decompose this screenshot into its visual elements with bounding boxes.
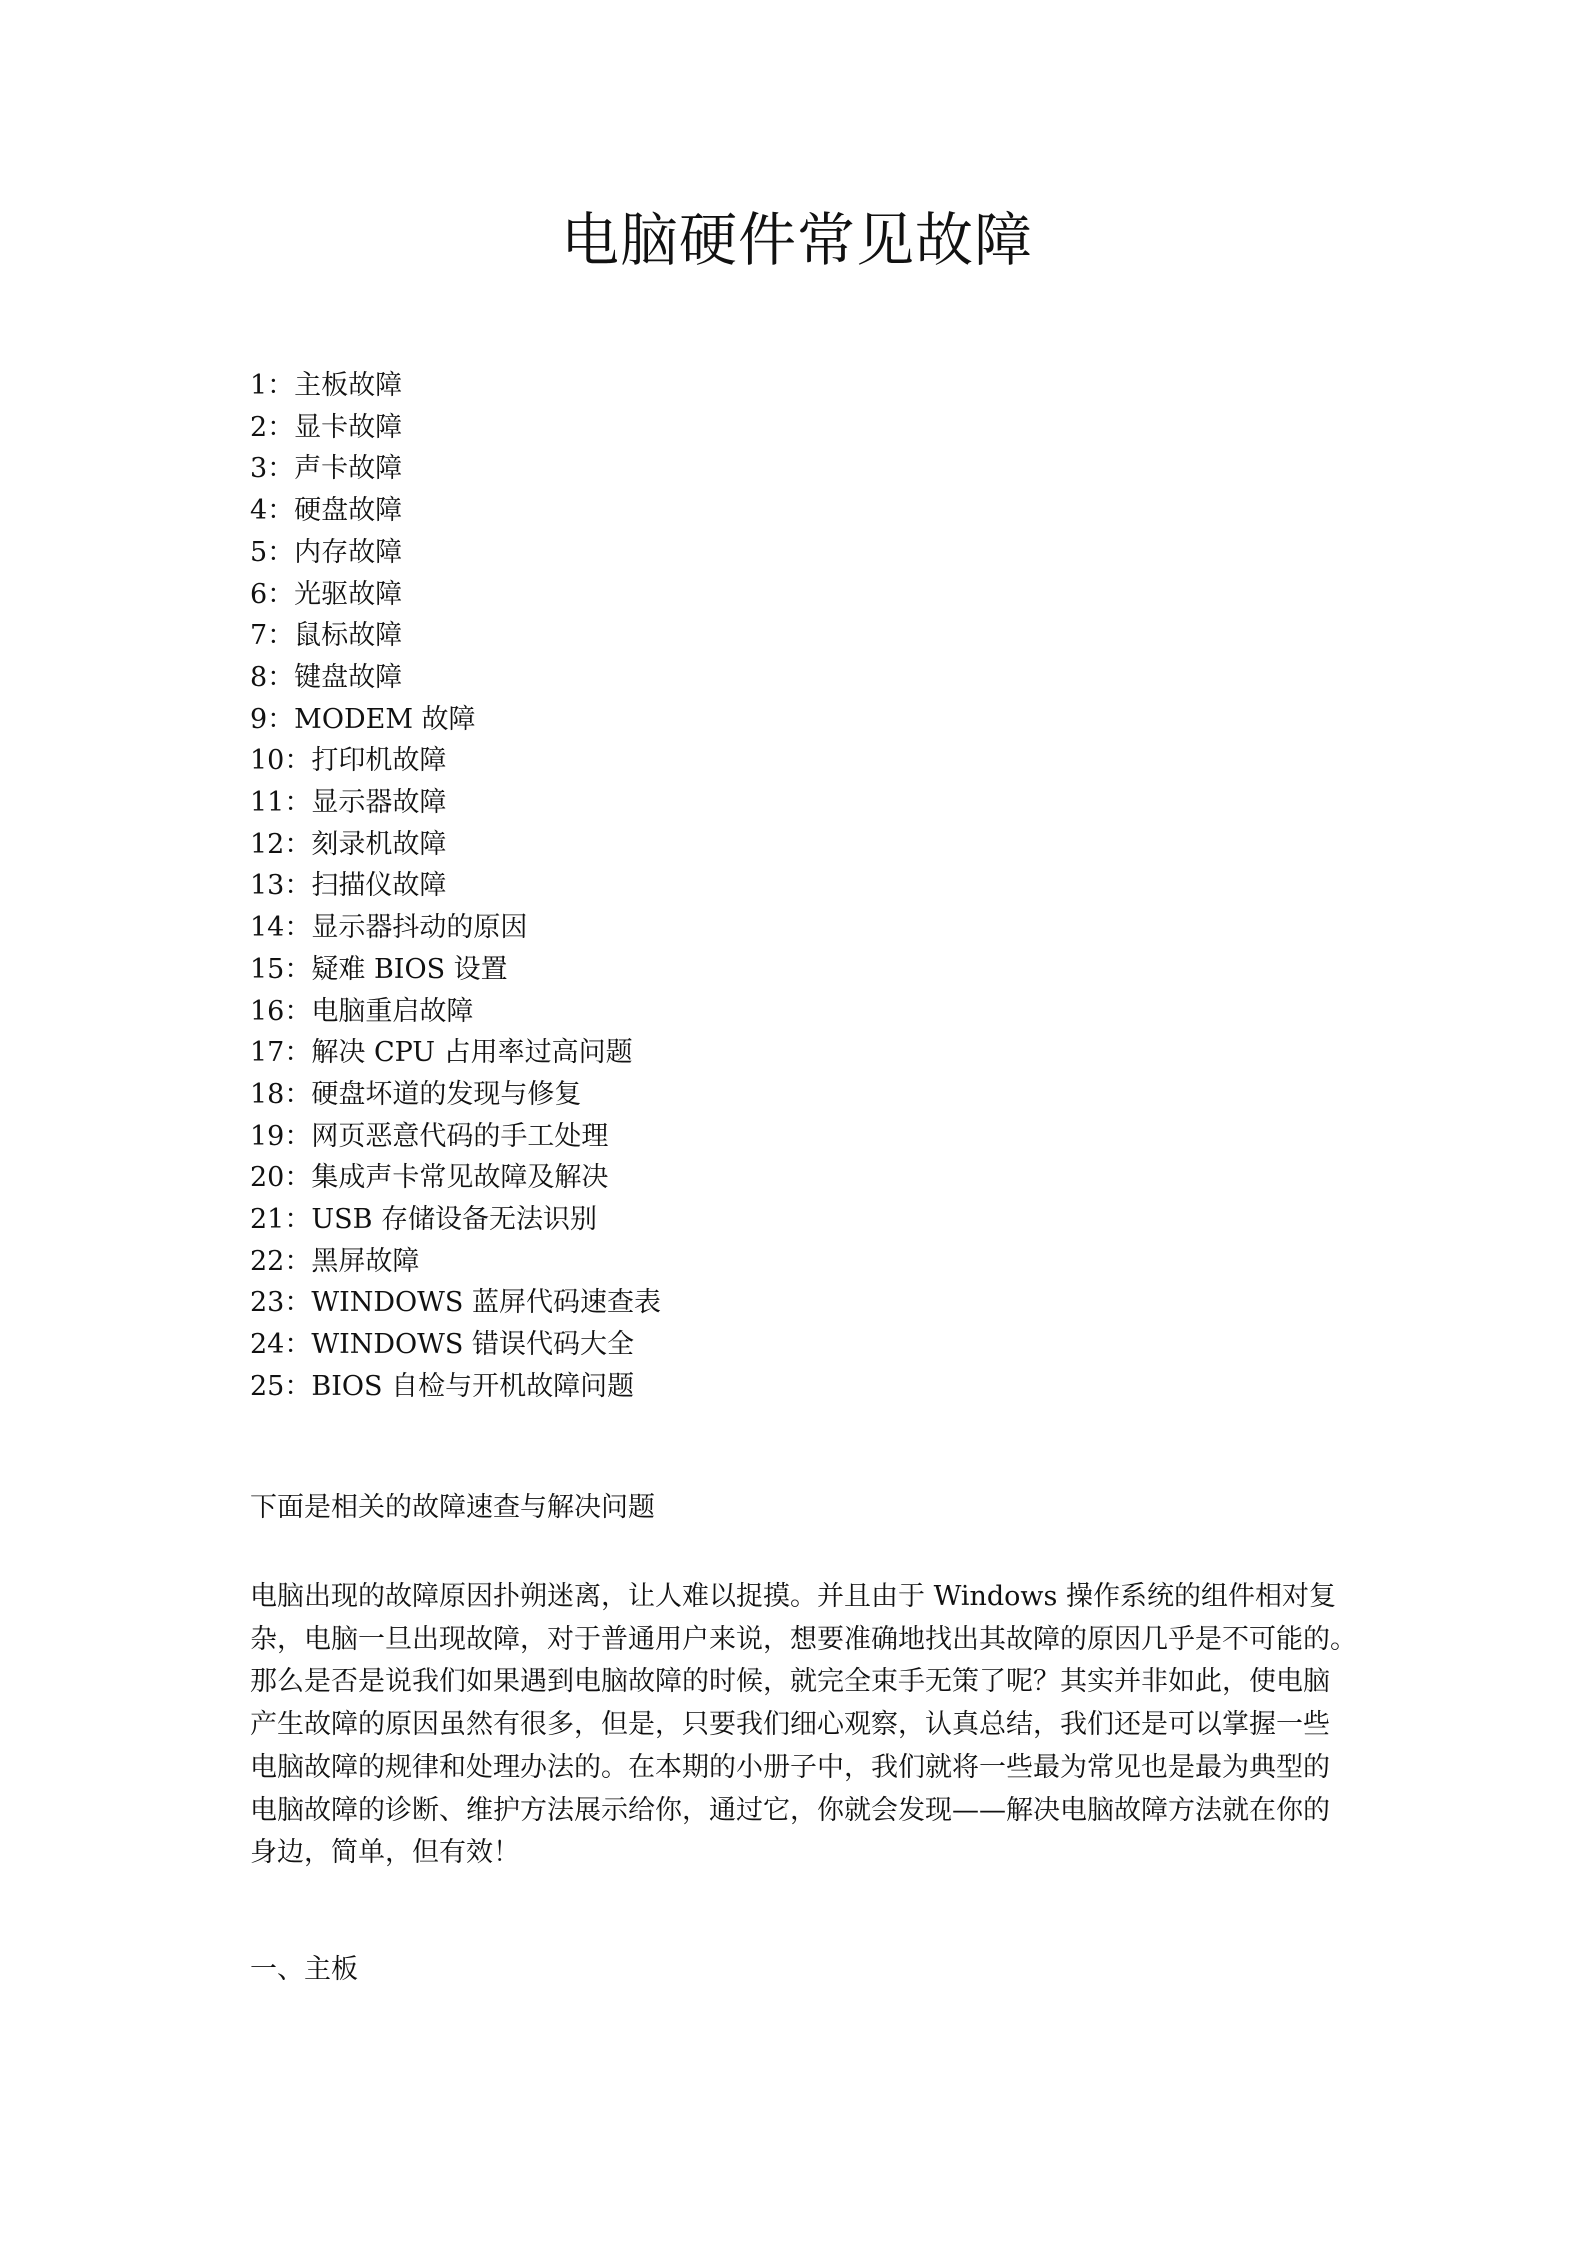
toc-item: 5：内存故障 — [250, 536, 403, 568]
toc-item: 14：显示器抖动的原因 — [250, 912, 528, 944]
toc-item: 7：鼠标故障 — [250, 620, 403, 652]
toc-item: 3：声卡故障 — [250, 453, 403, 485]
paragraph-line: 产生故障的原因虽然有很多，但是，只要我们细心观察，认真总结，我们还是可以掌握一些 — [250, 1709, 1330, 1741]
intro-paragraph — [250, 1576, 1360, 1875]
toc-item: 21：USB 存储设备无法识别 — [250, 1204, 598, 1236]
paragraph-line: 杂，电脑一旦出现故障，对于普通用户来说，想要准确地找出其故障的原因几乎是不可能的。 — [250, 1623, 1357, 1655]
document-title: 电脑硬件常见故障 — [560, 206, 1033, 274]
toc-item: 22：黑屏故障 — [250, 1245, 420, 1277]
paragraph-line: 电脑故障的诊断、维护方法展示给你，通过它，你就会发现——解决电脑故障方法就在你的 — [250, 1794, 1330, 1826]
toc-item: 18：硬盘坏道的发现与修复 — [250, 1078, 582, 1110]
toc-item: 24：WINDOWS 错误代码大全 — [250, 1329, 635, 1361]
toc-item: 1：主板故障 — [250, 370, 403, 401]
toc-item: 20：集成声卡常见故障及解决 — [250, 1162, 609, 1194]
toc-item: 2：显卡故障 — [250, 411, 403, 443]
toc-item: 16：电脑重启故障 — [250, 995, 474, 1027]
table-of-contents — [250, 365, 661, 1408]
paragraph-line: 身边，简单，但有效！ — [250, 1837, 520, 1869]
toc-item: 11：显示器故障 — [250, 787, 447, 819]
toc-item: 17：解决 CPU 占用率过高问题 — [250, 1037, 633, 1069]
toc-item: 9：MODEM 故障 — [250, 703, 476, 735]
toc-item: 6：光驱故障 — [250, 578, 403, 610]
toc-item: 25：BIOS 自检与开机故障问题 — [250, 1370, 635, 1402]
paragraph-line: 那么是否是说我们如果遇到电脑故障的时候，就完全束手无策了呢？其实并非如此，使电脑 — [250, 1666, 1330, 1698]
intro-heading: 下面是相关的故障速查与解决问题 — [250, 1492, 655, 1523]
toc-item: 10：打印机故障 — [250, 745, 447, 777]
paragraph-line: 电脑故障的规律和处理办法的。在本期的小册子中，我们就将一些最为常见也是最为典型的 — [250, 1751, 1330, 1783]
toc-item: 23：WINDOWS 蓝屏代码速查表 — [250, 1287, 662, 1319]
toc-item: 13：扫描仪故障 — [250, 870, 447, 902]
toc-item: 19：网页恶意代码的手工处理 — [250, 1120, 609, 1152]
toc-item: 15：疑难 BIOS 设置 — [250, 953, 508, 985]
toc-item: 12：刻录机故障 — [250, 828, 447, 860]
section-heading: 一、主板 — [250, 1954, 358, 1985]
toc-item: 8：键盘故障 — [250, 661, 403, 693]
paragraph-line: 电脑出现的故障原因扑朔迷离，让人难以捉摸。并且由于 Windows 操作系统的组件相对复 — [250, 1581, 1336, 1612]
toc-item: 4：硬盘故障 — [250, 495, 403, 527]
